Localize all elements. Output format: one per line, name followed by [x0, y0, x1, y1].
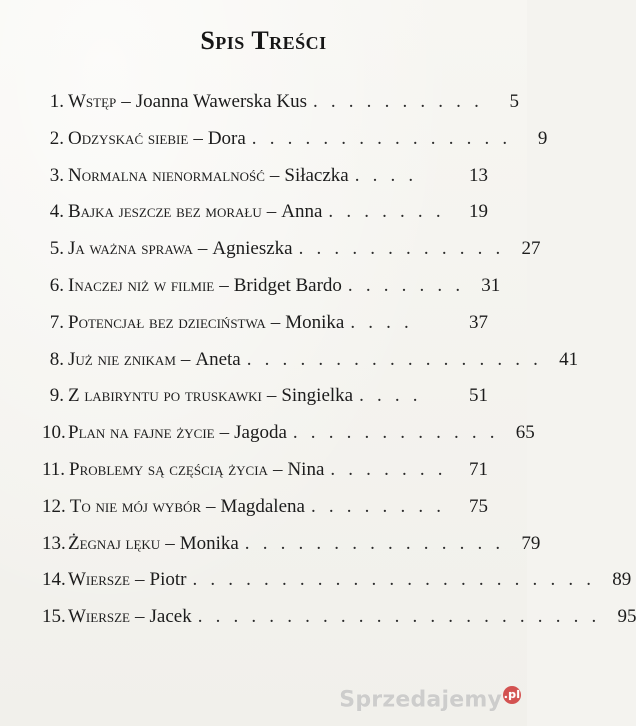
toc-entry-chapter: Inaczej niż w filmie: [68, 274, 215, 296]
toc-entry-number: 13.: [42, 532, 66, 554]
toc-entry-chapter: To nie mój wybór: [69, 495, 202, 517]
toc-entry-separator: –: [266, 385, 277, 407]
toc-entry: [0, 419, 535, 456]
toc-entry-leader-dots: . . . . . . . . . . . . . . .: [251, 127, 512, 149]
toc-entry-number: 8.: [49, 348, 64, 370]
toc-entry-page-number: 71: [469, 458, 488, 480]
toc-entry-number: 6.: [49, 274, 64, 296]
toc-entry-leader-dots: . . . .: [359, 385, 422, 407]
toc-entry-number: 5.: [49, 238, 64, 260]
toc-entry-page-number: 41: [559, 348, 579, 370]
toc-entry: [0, 530, 541, 567]
toc-entry: [0, 493, 527, 530]
toc-entry-separator: –: [135, 606, 145, 628]
toc-entry-chapter: Wstęp: [68, 91, 117, 112]
toc-entry-author: Dora: [207, 127, 246, 149]
toc-entry-number: 12.: [42, 495, 66, 517]
toc-entry-author: Jacek: [149, 606, 192, 628]
toc-entry: [0, 346, 579, 383]
toc-entry-page-number: 95: [617, 606, 636, 628]
toc-entry-chapter: Plan na fajne życie: [68, 422, 215, 444]
toc-entry-number: 7.: [49, 311, 64, 333]
toc-entry-page-number: 75: [469, 495, 488, 517]
toc-entry-chapter: Potencjał bez dzieciństwa: [68, 311, 266, 333]
toc-entry-chapter: Wiersze: [68, 606, 130, 628]
toc-entry-leader-dots: . . . . . . . . . . . . . . . . . . . . . . .: [197, 606, 601, 628]
toc-entry-page-number: 31: [481, 274, 501, 296]
toc-entry-chapter: Żegnaj lęku: [68, 532, 161, 554]
toc-entry: [0, 88, 527, 125]
toc-entry-separator: –: [135, 569, 145, 591]
toc-entry-author: Joanna Wawerska Kus: [135, 91, 307, 112]
toc-entry-chapter: Normalna nienormalność: [68, 164, 265, 186]
toc-entry-leader-dots: . . . .: [350, 311, 413, 333]
toc-entry-author: Nina: [287, 458, 325, 480]
toc-entry-page-number: 9: [537, 127, 548, 149]
toc-entry-page-number: 37: [469, 311, 488, 333]
toc-entry-page-number: 65: [515, 422, 535, 444]
toc-entry-number: 2.: [49, 127, 64, 149]
toc-entry-number: 14.: [42, 569, 66, 591]
toc-entry-separator: –: [206, 495, 216, 517]
toc-entry: [0, 456, 527, 493]
toc-entry: [0, 382, 527, 419]
toc-entry: [0, 198, 527, 235]
toc-entry-chapter: Wiersze: [68, 569, 130, 591]
toc-entry-separator: –: [266, 201, 277, 223]
toc-entry-author: Anna: [281, 201, 323, 223]
toc-entry-page-number: 5: [509, 91, 520, 112]
toc-entry-chapter: Odzyskać siebie: [68, 127, 189, 149]
watermark-text: Sprzedajemy: [339, 687, 502, 712]
toc-entry-author: Monika: [179, 532, 239, 554]
toc-entry-leader-dots: . . . . . . . . . . . . . . .: [244, 532, 505, 554]
toc-entry-chapter: Bajka jeszcze bez morału: [68, 201, 262, 223]
toc-entry-chapter: Z labiryntu po truskawki: [68, 385, 262, 407]
toc-entry-author: Jagoda: [234, 422, 287, 444]
toc-entry-leader-dots: . . . . . . . . . .: [312, 91, 484, 112]
toc-entry-chapter: Problemy są częścią życia: [69, 458, 268, 480]
toc-entry-number: 11.: [42, 458, 66, 480]
toc-entry-chapter: Już nie znikam: [68, 348, 176, 370]
toc-entry-author: Monika: [285, 311, 345, 333]
toc-entry: [0, 235, 541, 272]
toc-entry-separator: –: [165, 532, 175, 554]
toc-entry-number: 4.: [49, 201, 64, 223]
toc-entry-leader-dots: . . . . . . . . . . . . . . . . .: [246, 348, 543, 370]
toc-entry-number: 3.: [49, 164, 64, 186]
watermark: [339, 686, 521, 712]
toc-entry-page-number: 13: [469, 164, 488, 186]
toc-entry-page-number: 79: [521, 532, 541, 554]
toc-entry-separator: –: [197, 238, 208, 260]
table-of-contents: [0, 88, 636, 640]
toc-entry-author: Magdalena: [220, 495, 305, 517]
toc-entry: [0, 125, 548, 162]
toc-entry-separator: –: [193, 127, 203, 149]
page-title: Spis Treści: [200, 26, 327, 55]
toc-entry: [0, 272, 527, 309]
toc-entry-separator: –: [272, 458, 283, 480]
toc-entry-author: Agnieszka: [212, 238, 293, 260]
toc-entry-separator: –: [121, 91, 131, 112]
toc-entry: [0, 162, 527, 199]
toc-entry-separator: –: [219, 422, 230, 444]
toc-entry-separator: –: [270, 311, 281, 333]
toc-entry-separator: –: [269, 164, 280, 186]
toc-entry-chapter: Ja ważna sprawa: [68, 238, 193, 260]
toc-entry-author: Bridget Bardo: [233, 274, 342, 296]
toc-entry: [0, 603, 636, 640]
toc-entry-number: 10.: [42, 422, 66, 444]
toc-entry-author: Aneta: [195, 348, 241, 370]
toc-entry-leader-dots: . . . . . . . . . . . .: [298, 238, 505, 260]
toc-entry-leader-dots: . . . . . . .: [330, 458, 447, 480]
toc-entry-leader-dots: . . . . . . . .: [310, 495, 446, 517]
toc-entry-number: 9.: [49, 385, 64, 407]
toc-entry-page-number: 27: [521, 238, 541, 260]
toc-entry-leader-dots: . . . . . . . . . . . . . . . . . . . . . . .: [192, 569, 596, 591]
toc-entry-leader-dots: . . . .: [354, 164, 418, 186]
toc-entry-separator: –: [180, 348, 191, 370]
toc-entry-separator: –: [219, 274, 229, 296]
watermark-suffix: .pl: [503, 686, 521, 704]
toc-entry-author: Piotr: [149, 569, 187, 591]
toc-entry: [0, 309, 527, 346]
toc-entry-page-number: 51: [469, 385, 488, 407]
toc-entry-page-number: 89: [612, 569, 632, 591]
toc-entry-number: 1.: [49, 91, 64, 112]
toc-entry-number: 15.: [42, 606, 66, 628]
toc-entry-leader-dots: . . . . . . .: [347, 274, 465, 296]
toc-entry-page-number: 19: [469, 201, 488, 223]
toc-entry-leader-dots: . . . . . . . . . . . .: [292, 422, 499, 444]
toc-entry-author: Siłaczka: [284, 164, 349, 186]
toc-entry-leader-dots: . . . . . . .: [328, 201, 445, 223]
toc-entry-author: Singielka: [281, 385, 354, 407]
toc-entry: [0, 566, 632, 603]
